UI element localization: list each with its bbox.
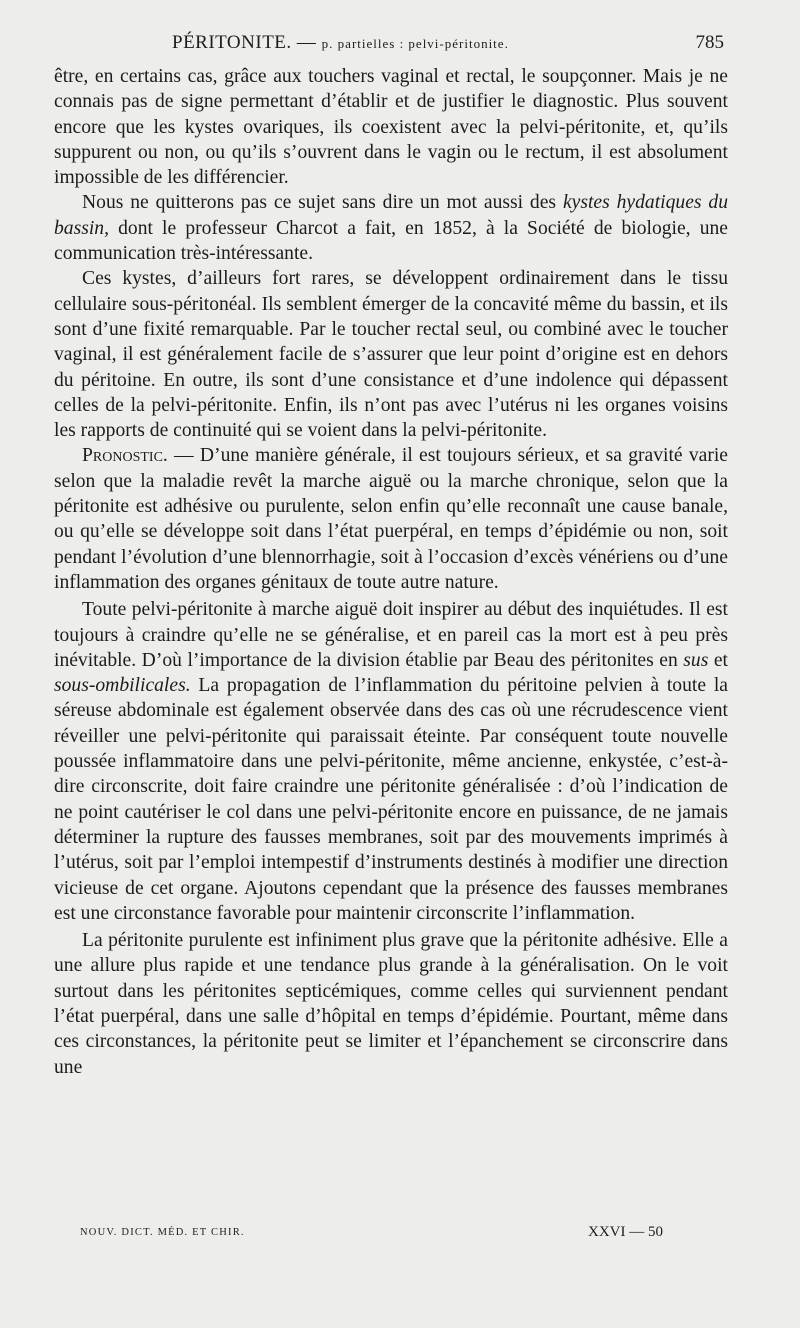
paragraph-1: être, en certains cas, grâce aux touchers vaginal et rectal, le soupçonner. Mais je ne connais pas de signe permettant d’établir et de justifier le diagnostic. Plus souvent encore que les kystes ovariques, ils coexistent avec la pelvi-péritonite, et, qu’ils suppurent ou non, ou qu’ils s’ouvrent dans le vagin ou le rectum, il est absolument impossible de les différencier.	[54, 66, 728, 189]
running-title-dash: —	[296, 32, 317, 53]
section-label-pronostic: Pronostic.	[82, 445, 168, 467]
paragraph-2-text-b: dont le professeur Charcot a fait, en 1852, à la Société de biologie, une communication très-intéressante.	[54, 217, 728, 265]
paragraph-6: La péritonite purulente est infiniment plus grave que la péritonite adhésive. Elle a une allure plus rapide et une tendance plus grande à la généralisation. On le voit surtout dans les péritonites septicémiques, comme celles qui surviennent pendant l’état puerpéral, dans une salle d’hôpital en temps d’épidémie. Pourtant, même dans ces circonstances, la péritonite peut se limiter et l’épanchement se circonscrire dans une	[54, 930, 728, 1078]
page-footer	[80, 1224, 680, 1244]
footer-signature: XXVI — 50	[588, 1224, 663, 1240]
paragraph-5-text-b: La propagation de l’inflammation du péritoine pelvien à toute la séreuse abdominale est également observée dans des cas où une récrudescence vient réveiller une pelvi-péritonite qui paraissait éteinte. Par conséquent toute nouvelle poussée inflammatoire dans une pelvi-péritonite, même ancienne, enkystée, c’est-à-dire circonscrite, doit faire craindre une péritonite généralisée : d’où l’indication de ne point cautériser le col dans une pelvi-péritonite encore en puissance, de ne jamais déterminer la rupture des fausses membranes, soit par des mouvements imprimés à l’utérus, soit par l’emploi intempestif d’instruments destinés à modifier une direction vicieuse de cet organe. Ajoutons cependant que la présence des fausses membranes est une circonstance favorable pour maintenir circonscrite l’inflammation.	[54, 675, 728, 924]
body-text	[54, 64, 728, 1080]
running-title-main: PÉRITONITE.	[172, 32, 292, 53]
paragraph-2-emphasis: kystes hydatiques du bassin,	[54, 192, 728, 239]
paragraph-5-text-a: Toute pelvi-péritonite à marche aiguë doit inspirer au début des inquiétudes. Il est toujours à craindre qu’elle ne se généralise, et en pareil cas la mort est à peu près inévitable. D’où l’importance de la division établie par Beau des péritonites en	[54, 599, 728, 671]
running-title	[172, 32, 509, 54]
paragraph-5-emphasis-sous: sous-ombilicales.	[54, 675, 191, 697]
running-title-sub: p. partielles : pelvi-péritonite.	[321, 36, 509, 51]
footer-source: NOUV. DICT. MÉD. ET CHIR.	[80, 1227, 245, 1238]
page-number: 785	[695, 32, 724, 53]
running-header	[56, 32, 726, 60]
paragraph-2	[54, 190, 728, 266]
paragraph-4-text: — D’une manière générale, il est toujours sérieux, et sa gravité varie selon que la maladie revêt la marche aiguë ou la marche chronique, selon que la péritonite est adhésive ou purulente, selon enfin qu’elle reconnaît une cause banale, ou qu’elle se développe soit dans l’état puerpéral, en temps d’épidémie ou non, soit pendant l’évolution d’une blennorrhagie, soit à l’occasion d’excès vénériens ou d’une inflammation des organes génitaux de toute autre nature.	[54, 445, 728, 593]
paragraph-4	[54, 443, 728, 595]
paragraph-5-text-mid: et	[708, 649, 728, 671]
paragraph-2-text-a: Nous ne quitterons pas ce sujet sans dire un mot aussi des	[82, 192, 563, 214]
paragraph-5	[54, 597, 728, 926]
paragraph-5-emphasis-sus: sus	[683, 649, 709, 671]
paragraph-3: Ces kystes, d’ailleurs fort rares, se développent ordinairement dans le tissu cellulaire sous-péritonéal. Ils semblent émerger de la concavité même du bassin, et ils sont d’une fixité remarquable. Par le toucher rectal seul, ou combiné avec le toucher vaginal, il est généralement facile de s’assurer que leur point d’origine est en dehors du péritoine. En outre, ils sont d’une consistance et d’une indolence qui dépassent celles de la pelvi-péritonite. Enfin, ils n’ont pas avec l’utérus ni les organes voisins les rapports de continuité qui se voient dans la pelvi-péritonite.	[54, 268, 728, 442]
